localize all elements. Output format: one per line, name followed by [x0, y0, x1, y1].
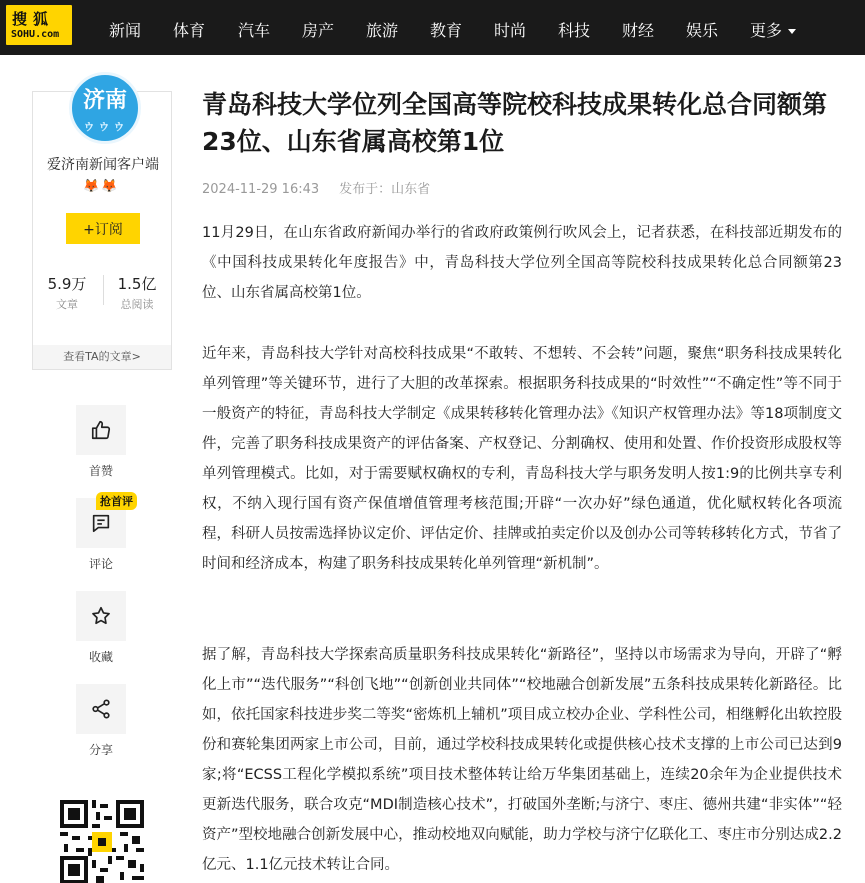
- nav-item-finance[interactable]: 财经: [622, 21, 655, 40]
- article-paragraph-3: 据了解，青岛科技大学探索高质量职务科技成果转化“新路径”，坚持以市场需求为导向，开辟了“孵化上市”“迭代服务”“科创飞地”“创新创业共同体”“校地融合创新发展”五条科技成果转化新路径。比如，依托国家科技进步奖二等奖“密炼机上辅机”项目成立校办企业、学科性公司，相继孵化出软控股份和赛轮集团两家上市公司，目前，通过学校科技成果转化或提供核心技术支撑的上市公司已达到9家;将“ECSS工程化学模拟系统”项目技术整体转让给万华集团基础上，连续20余年为企业提供技术更新迭代服务，联合攻克“MDI制造核心技术”，打破国外垄断;与济宁、枣庄、德州共建“非实体”“轻资产”型校地融合创新发展中心，推动校地双向赋能，助力学校与济宁亿联化工、枣庄市分别达成2.2亿元、1.1亿元技术转让合同。: [202, 647, 842, 873]
- comment-action[interactable]: [76, 495, 133, 572]
- article-paragraph-1: 11月29日，在山东省政府新闻办举行的省政府政策例行吹风会上，记者获悉，在科技部近期发布的《中国科技成果转化年度报告》中，青岛科技大学位列全国高等院校科技成果转化总合同额第23位、山东省属高校第1位。: [202, 225, 842, 301]
- nav-item-tech[interactable]: 科技: [558, 21, 591, 40]
- first-comment-badge: 抢首评: [96, 492, 137, 510]
- nav-item-travel[interactable]: 旅游: [366, 21, 399, 40]
- subscribe-button[interactable]: +订阅: [66, 213, 140, 244]
- nav-item-education[interactable]: 教育: [430, 21, 463, 40]
- nav-more-label: 更多: [750, 21, 783, 40]
- star-icon: [90, 605, 112, 627]
- chevron-down-icon: [788, 29, 796, 34]
- article-meta: [202, 178, 430, 197]
- stat-reads: [103, 273, 171, 312]
- publish-source: 发布于：山东省: [339, 182, 431, 197]
- comment-icon: [90, 512, 112, 534]
- comment-label: 评论: [88, 557, 113, 571]
- nav-item-realestate[interactable]: 房产: [302, 21, 335, 40]
- nav-item-entertainment[interactable]: 娱乐: [686, 21, 719, 40]
- share-icon: [90, 698, 112, 720]
- sohu-logo[interactable]: [6, 5, 72, 45]
- avatar[interactable]: [69, 72, 141, 144]
- article-paragraph-2: 近年来，青岛科技大学针对高校科技成果“不敢转、不想转、不会转”问题，聚焦“职务科技成果转化单列管理”等关键环节，进行了大胆的改革探索。根据职务科技成果的“时效性”“不确定性”等不同于一般资产的特征，青岛科技大学制定《成果转移转化管理办法》《知识产权管理办法》等18项制度文件，完善了职务科技成果资产的评估备案、产权登记、分割确权、使用和处置、作价投资形成股权等单列管理模式。比如，对于需要赋权确权的专利，青岛科技大学与职务发明人按1:9的比例共享专利权，不纳入现行国有资产保值增值管理考核范围;开辟“一次办好”绿色通道，优化赋权转化各项流程，科研人员按需选择协议定价、评估定价、挂牌或拍卖定价以及创办公司等转移转化方式，节省了时间和经济成本，构建了职务科技成果转化单列管理“新机制”。: [202, 346, 842, 572]
- collect-button[interactable]: [76, 591, 126, 641]
- stat-articles: [33, 273, 101, 312]
- share-label: 分享: [88, 743, 113, 757]
- logo-cn-text: 搜狐: [12, 10, 55, 28]
- articles-label: 文章: [56, 298, 78, 311]
- like-action[interactable]: [76, 405, 126, 479]
- share-action[interactable]: [76, 684, 126, 758]
- thumbs-up-icon: [90, 419, 112, 441]
- author-badges-icon: 🦊🦊: [83, 179, 120, 194]
- article-title: 青岛科技大学位列全国高等院校科技成果转化总合同额第23位、山东省属高校第1位: [202, 90, 828, 156]
- view-author-articles-link[interactable]: 查看TA的文章>: [33, 345, 171, 369]
- comment-button[interactable]: [76, 495, 133, 548]
- logo-en-text: SOHU.com: [11, 29, 60, 40]
- top-nav-bar: [0, 0, 865, 55]
- avatar-subtext: ゥゥゥ: [82, 119, 128, 134]
- avatar-text: 济南: [82, 88, 127, 113]
- reads-label: 总阅读: [120, 298, 154, 311]
- author-card: [32, 88, 172, 370]
- like-button[interactable]: [76, 405, 126, 455]
- author-name[interactable]: 爱济南新闻客户端: [47, 157, 159, 173]
- nav-item-fashion[interactable]: 时尚: [494, 21, 527, 40]
- collect-label: 收藏: [88, 650, 113, 664]
- qr-code: [60, 800, 144, 883]
- nav-item-auto[interactable]: 汽车: [238, 21, 271, 40]
- nav-item-more[interactable]: [750, 18, 796, 41]
- publish-date: 2024-11-29 16:43: [202, 182, 320, 197]
- nav-item-sports[interactable]: 体育: [173, 21, 206, 40]
- nav-item-news[interactable]: 新闻: [109, 21, 142, 40]
- collect-action[interactable]: [76, 591, 126, 665]
- like-label: 首赞: [88, 464, 113, 478]
- articles-count: 5.9万: [47, 275, 87, 293]
- reads-count: 1.5亿: [117, 275, 157, 293]
- share-button[interactable]: [76, 684, 126, 734]
